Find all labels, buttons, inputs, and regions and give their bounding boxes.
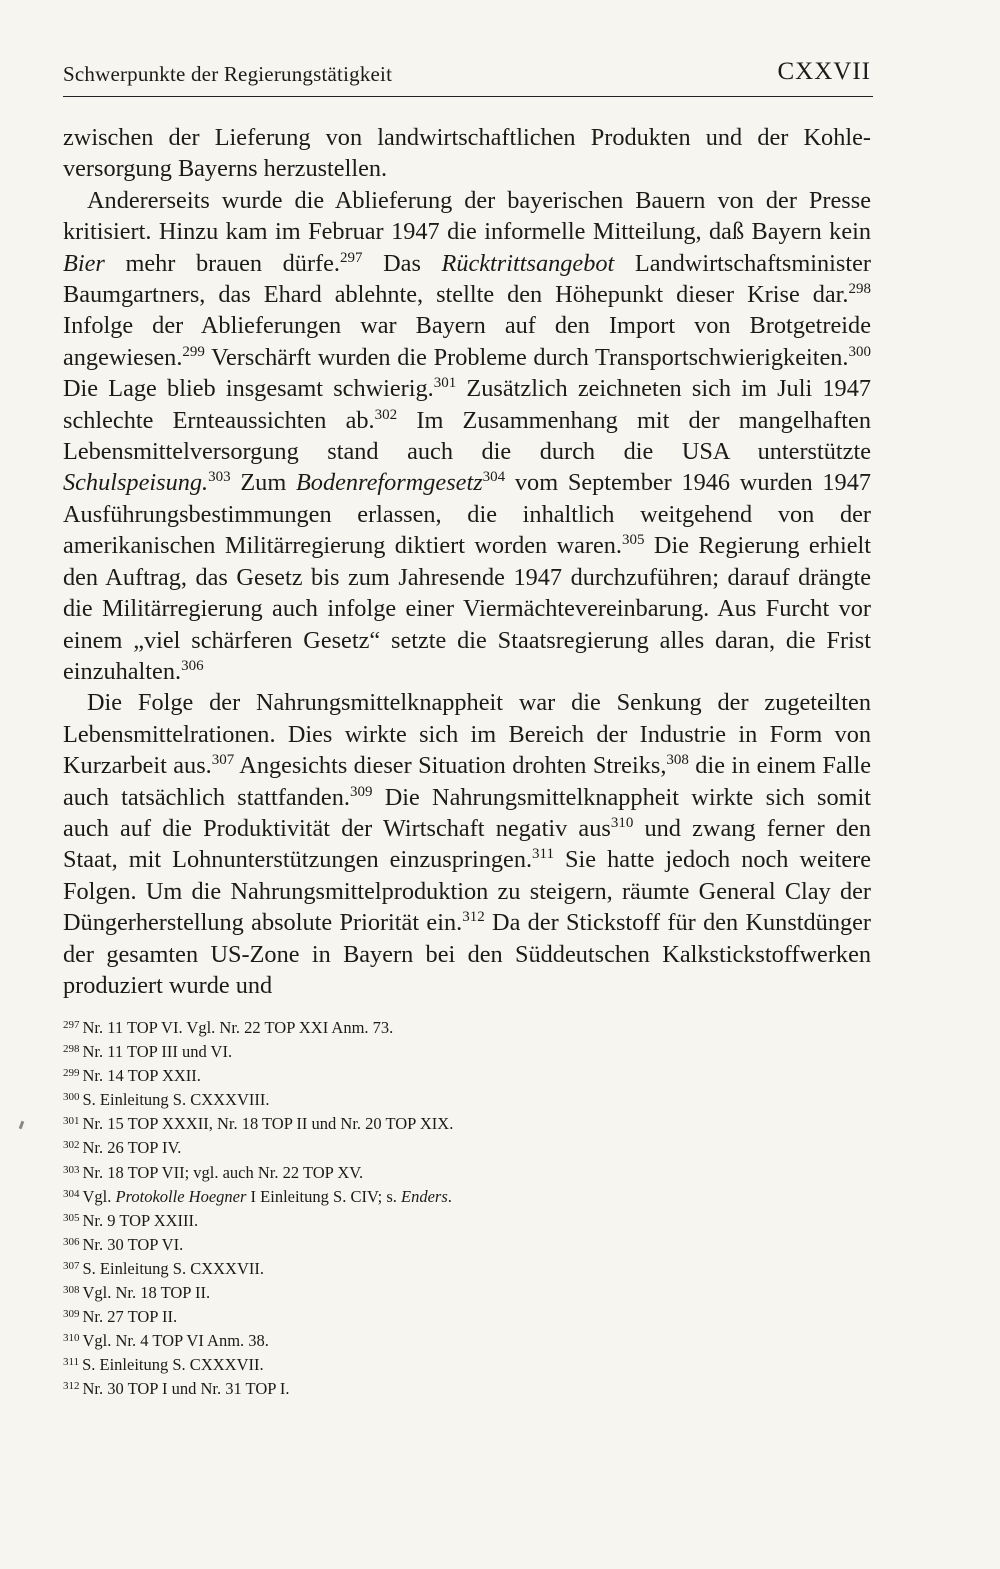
footnote-ref[interactable]: 307	[211, 752, 235, 769]
footnote-number: 307	[63, 1259, 80, 1272]
footnote-text: Nr. 15 TOP XXXII, Nr. 18 TOP II und Nr. 20 TOP XIX.	[82, 1114, 454, 1134]
text-span: mehr brauen dürfe.	[104, 249, 341, 277]
footnote-312	[63, 1377, 763, 1401]
text-span: Zusätzlich zeichneten sich im Juli 1947 schlechte Ernteaussichten ab.	[63, 375, 871, 434]
emphasis: Protokolle Hoegner	[115, 1186, 247, 1206]
footnote-number: 300	[63, 1091, 80, 1104]
text-span: Die Regierung erhielt den Auftrag, das Gesetz bis zum Jahresende 1947 durchzuführen; darauf drängte die Militärregierung auch infolge einer Viermächtevereinbarung. Aus Furcht vor einem „viel schärferen Gesetz“ setzte die Staatsregierung alles daran, die Frist einzuhalten.	[63, 532, 871, 685]
footnote-number: 308	[63, 1284, 80, 1297]
running-head	[63, 56, 873, 97]
footnote-298	[63, 1040, 763, 1064]
footnote-text: S. Einleitung S. CXXXVII.	[82, 1355, 264, 1375]
body-text	[63, 122, 871, 1001]
text-span: Infolge der Ablieferungen war Bayern auf den Import von Brotgetreide angewiesen.	[63, 312, 871, 371]
footnote-text: Nr. 30 TOP I und Nr. 31 TOP I.	[82, 1379, 290, 1399]
text-span: Da der Stickstoff für den Kunstdünger der gesamten US-Zone in Bayern bei den Süddeutschen Kalkstickstoffwerken produziert wurde und	[63, 909, 872, 999]
footnote-number: 311	[63, 1356, 80, 1369]
footnote-ref[interactable]: 301	[433, 375, 457, 392]
footnote-text: Nr. 26 TOP IV.	[82, 1138, 182, 1158]
footnote-number: 301	[63, 1115, 80, 1128]
footnote-302	[63, 1136, 763, 1160]
footnote-305	[63, 1209, 763, 1233]
footnote-text: S. Einleitung S. CXXXVIII.	[82, 1090, 270, 1110]
footnote-ref[interactable]: 308	[666, 752, 689, 769]
footnote-text: Nr. 11 TOP VI. Vgl. Nr. 22 TOP XXI Anm. 73.	[82, 1018, 394, 1037]
footnote-number: 299	[63, 1067, 80, 1080]
page-number: CXXVII	[777, 58, 871, 85]
footnote-299	[63, 1064, 763, 1088]
footnote-number: 297	[63, 1019, 80, 1031]
text-span: Zum	[230, 469, 296, 497]
footnote-304	[63, 1185, 763, 1209]
footnote-ref[interactable]: 297	[340, 249, 363, 266]
footnote-number: 306	[63, 1235, 80, 1248]
footnote-ref[interactable]: 309	[349, 783, 373, 800]
text-span: Angesichts dieser Situation drohten Streiks,	[234, 752, 667, 780]
footnote-number: 304	[63, 1187, 80, 1200]
footnote-text: Nr. 14 TOP XXII.	[82, 1066, 201, 1086]
text-span: Andererseits wurde die Ablieferung der bayerischen Bauern von der Presse kritisiert. Hinzu kam im Februar 1947 die informelle Mitteilung, daß Bayern kein	[63, 186, 871, 246]
footnote-297	[63, 1016, 763, 1040]
footnote-number: 305	[63, 1211, 80, 1224]
footnote-number: 309	[63, 1308, 80, 1321]
text-span: vom September 1946 wurden 1947 Ausführungsbestimmungen erlassen, die inhaltlich weitgehend von der amerikanischen Militärregierung diktiert worden waren.	[63, 469, 871, 560]
footnote-307	[63, 1257, 763, 1281]
emphasis: Enders	[401, 1186, 448, 1206]
footnote-number: 303	[63, 1163, 80, 1176]
footnote-309	[63, 1305, 763, 1329]
footnote-ref[interactable]: 305	[622, 532, 645, 549]
paragraph-1	[63, 122, 871, 185]
footnote-311	[63, 1353, 763, 1377]
footnote-text: Vgl.	[82, 1186, 116, 1206]
footnote-310	[63, 1329, 763, 1353]
footnote-number: 310	[63, 1332, 80, 1345]
footnote-text: Nr. 27 TOP II.	[82, 1307, 178, 1327]
text-span: und zwang ferner den Staat, mit Lohnunterstützungen einzuspringen.	[63, 814, 871, 874]
footnote-text: I Einleitung S. CIV; s.	[246, 1186, 402, 1206]
footnote-ref[interactable]: 302	[374, 406, 398, 423]
text-span: Verschärft wurden die Probleme durch Transportschwierigkeiten.	[204, 343, 849, 371]
text-span: Im Zusammenhang mit der mangelhaften Lebensmittelversorgung stand auch die durch die USA unterstützte	[63, 406, 871, 466]
text-span: Die Folge der Nahrungsmittelknappheit war die Senkung der zugeteilten Lebensmittelrationen. Dies wirkte sich im Bereich der Industrie in Form von Kurzarbeit aus.	[63, 689, 871, 780]
footnote-number: 298	[63, 1043, 80, 1056]
text-span: Die Lage blieb insgesamt schwierig.	[63, 375, 434, 403]
footnote-ref[interactable]: 306	[181, 657, 204, 674]
footnote-303	[63, 1161, 763, 1185]
footnote-text: Vgl. Nr. 4 TOP VI Anm. 38.	[82, 1331, 269, 1351]
footnote-300	[63, 1088, 763, 1112]
footnote-ref[interactable]: 298	[848, 281, 871, 298]
margin-mark	[19, 1121, 25, 1130]
footnote-number: 302	[63, 1139, 80, 1152]
footnote-ref[interactable]: 312	[462, 909, 485, 926]
footnote-text: S. Einleitung S. CXXXVII.	[82, 1258, 264, 1278]
text-span: Sie hatte jedoch noch weitere Folgen. Um die Nahrungsmittelproduktion zu steigern, räumte General Clay der Düngerherstellung absolute Priorität ein.	[63, 846, 871, 937]
footnote-text: Nr. 11 TOP III und VI.	[82, 1042, 233, 1062]
emphasis: Rücktrittsangebot	[441, 249, 615, 277]
running-title: Schwerpunkte der Regierungstätigkeit	[63, 62, 393, 86]
text-span: Landwirtschaftsminister Baumgartners, das Ehard ablehnte, stellte den Höhepunkt dieser Krise dar.	[63, 249, 872, 309]
text-span: die in einem Falle auch tatsächlich stattfanden.	[63, 752, 872, 811]
footnote-text: Nr. 18 TOP VII; vgl. auch Nr. 22 TOP XV.	[82, 1162, 364, 1182]
emphasis: Bier	[63, 249, 105, 277]
footnote-308	[63, 1281, 763, 1305]
text-span: Das	[362, 249, 442, 277]
footnote-text: Nr. 30 TOP VI.	[82, 1234, 184, 1254]
footnote-ref[interactable]: 300	[848, 343, 871, 360]
text-span: Die Nahrungsmittelknappheit wirkte sich somit auch auf die Produktivität der Wirtschaft negativ aus	[63, 783, 872, 842]
footnotes	[63, 1016, 763, 1402]
footnote-ref[interactable]: 299	[182, 343, 205, 360]
footnote-text: .	[447, 1186, 452, 1206]
footnote-301	[63, 1112, 763, 1136]
text-span: zwischen der Lieferung von landwirtschaftlichen Produkten und der Kohleversorgung Bayerns herzustellen.	[63, 124, 871, 183]
footnote-text: Vgl. Nr. 18 TOP II.	[82, 1283, 211, 1303]
footnote-ref[interactable]: 310	[610, 814, 634, 831]
footnote-number: 312	[63, 1380, 80, 1393]
footnote-306	[63, 1233, 763, 1257]
emphasis: Bodenreformgesetz	[295, 469, 483, 497]
footnote-ref[interactable]: 304	[482, 469, 506, 486]
footnote-ref[interactable]: 303	[208, 469, 231, 486]
emphasis: Schulspeisung.	[63, 469, 209, 497]
footnote-text: Nr. 9 TOP XXIII.	[82, 1210, 199, 1230]
paragraph-3	[63, 687, 871, 1001]
paragraph-2	[63, 185, 871, 688]
footnote-ref[interactable]: 311	[532, 846, 554, 863]
